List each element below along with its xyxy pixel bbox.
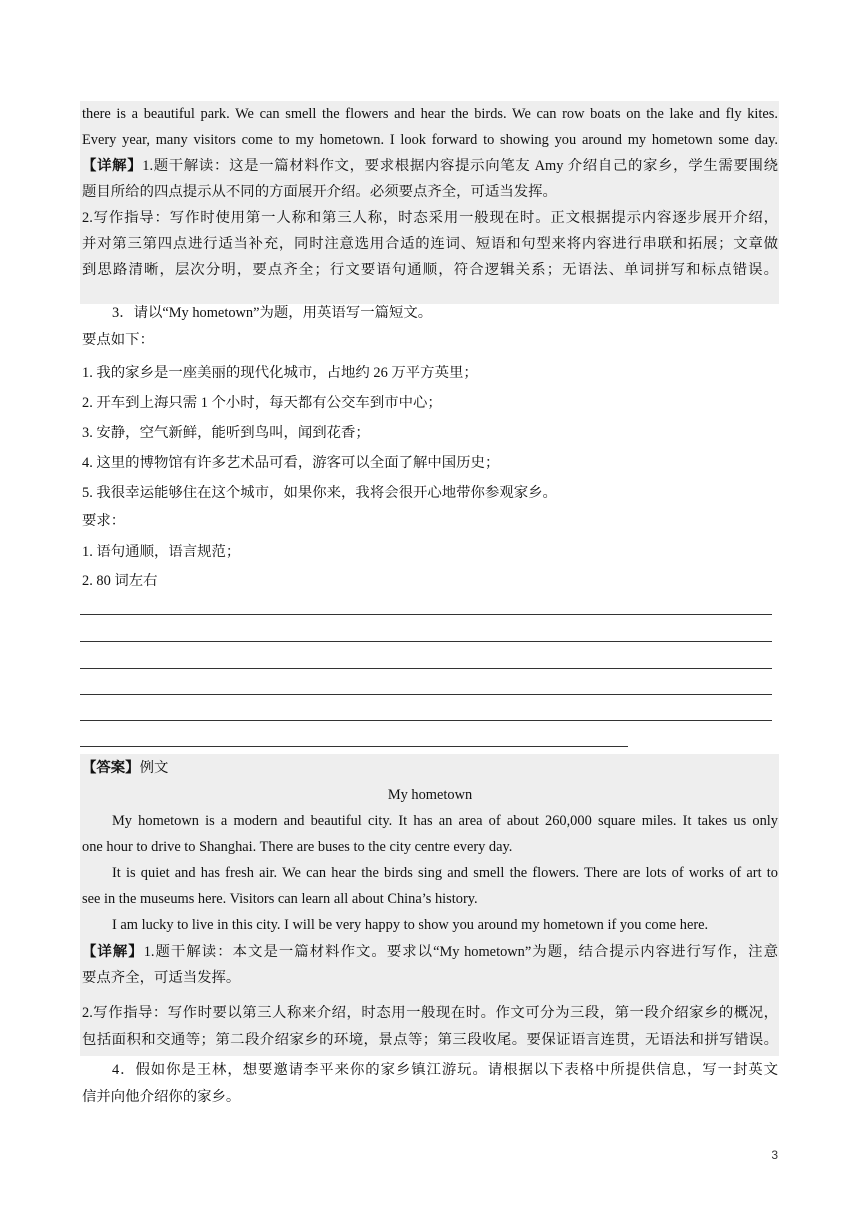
- detail-tag: 【详解】: [82, 158, 143, 174]
- points-title: 要点如下：: [82, 332, 154, 348]
- answer-label: 例文: [139, 760, 169, 776]
- answer-tag: 【答案】: [82, 760, 140, 776]
- essay-title: My hometown: [387, 787, 473, 803]
- detail-line: 到思路清晰，层次分明，要点齐全；行文要语句通顺，符合逻辑关系；无语法、单词拼写和标点错误。: [82, 262, 778, 278]
- essay-line: It is quiet and has fresh air. We can hear the birds sing and smell the flowers. There are lots of works of art to: [112, 865, 778, 881]
- requirements-title: 要求：: [82, 513, 126, 529]
- writing-line: [80, 641, 772, 642]
- point-item: 3. 安静，空气新鲜，能听到鸟叫，闻到花香；: [82, 425, 370, 441]
- writing-line: [80, 614, 772, 615]
- detail-line: 题目所给的四点提示从不同的方面展开介绍。必须要点齐全，可适当发挥。: [82, 184, 557, 200]
- example-line: Every year, many visitors come to my hometown. I look forward to showing you around my hometown some day.: [82, 132, 778, 148]
- point-item: 4. 这里的博物馆有许多艺术品可看，游客可以全面了解中国历史；: [82, 455, 500, 471]
- question-prompt: 3．请以“My hometown”为题，用英语写一篇短文。: [112, 305, 433, 321]
- question-prompt: 4．假如你是王林，想要邀请李平来你的家乡镇江游玩。请根据以下表格中所提供信息，写一封英文: [112, 1062, 778, 1078]
- requirement-item: 2. 80 词左右: [82, 573, 158, 589]
- detail-line: 包括面积和交通等；第二段介绍家乡的环境，景点等；第三段收尾。要保证语言连贯，无语法和拼写错误。: [82, 1032, 778, 1048]
- detail-line: 要点齐全，可适当发挥。: [82, 970, 241, 986]
- essay-line: one hour to drive to Shanghai. There are buses to the city centre every day.: [82, 839, 513, 855]
- example-line: there is a beautiful park. We can smell the flowers and hear the birds. We can row boats on the lake and fly kites.: [82, 106, 778, 122]
- point-item: 2. 开车到上海只需 1 个小时，每天都有公交车到市中心；: [82, 395, 442, 411]
- essay-line: see in the museums here. Visitors can learn all about China’s history.: [82, 891, 478, 907]
- detail-line: 并对第三第四点进行适当补充，同时注意选用合适的连词、短语和句型来将内容进行串联和拓展；文章做: [82, 236, 778, 252]
- answer-heading: [82, 755, 778, 781]
- point-item: 5. 我很幸运能够住在这个城市，如果你来，我将会很开心地带你参观家乡。: [82, 485, 557, 501]
- writing-line: [80, 694, 772, 695]
- point-item: 1. 我的家乡是一座美丽的现代化城市，占地约 26 万平方英里；: [82, 365, 478, 381]
- writing-line: [80, 668, 772, 669]
- writing-line: [80, 720, 772, 721]
- question-prompt: 信并向他介绍你的家乡。: [82, 1089, 241, 1105]
- page-number: 3: [771, 1148, 778, 1162]
- detail-line: 2.写作指导：写作时使用第一人称和第三人称，时态采用一般现在时。正文根据提示内容逐步展开介绍，: [82, 210, 778, 226]
- essay-line: My hometown is a modern and beautiful city. It has an area of about 260,000 square miles. It takes us only: [112, 813, 778, 829]
- requirement-item: 1. 语句通顺，语言规范；: [82, 544, 241, 560]
- detail-line: 2.写作指导：写作时要以第三人称来介绍，时态用一般现在时。作文可分为三段，第一段介绍家乡的概况，: [82, 1005, 778, 1021]
- detail-line: 【详解】1.题干解读：这是一篇材料作文，要求根据内容提示向笔友 Amy 介绍自己的家乡，学生需要围绕: [82, 158, 778, 174]
- detail-line: 【详解】1.题干解读：本文是一篇材料作文。要求以“My hometown”为题，结合提示内容进行写作，注意: [82, 944, 778, 960]
- essay-line: I am lucky to live in this city. I will be very happy to show you around my hometown if you come here.: [112, 917, 709, 933]
- detail-tag: 【详解】: [82, 944, 144, 960]
- writing-line: [80, 746, 628, 747]
